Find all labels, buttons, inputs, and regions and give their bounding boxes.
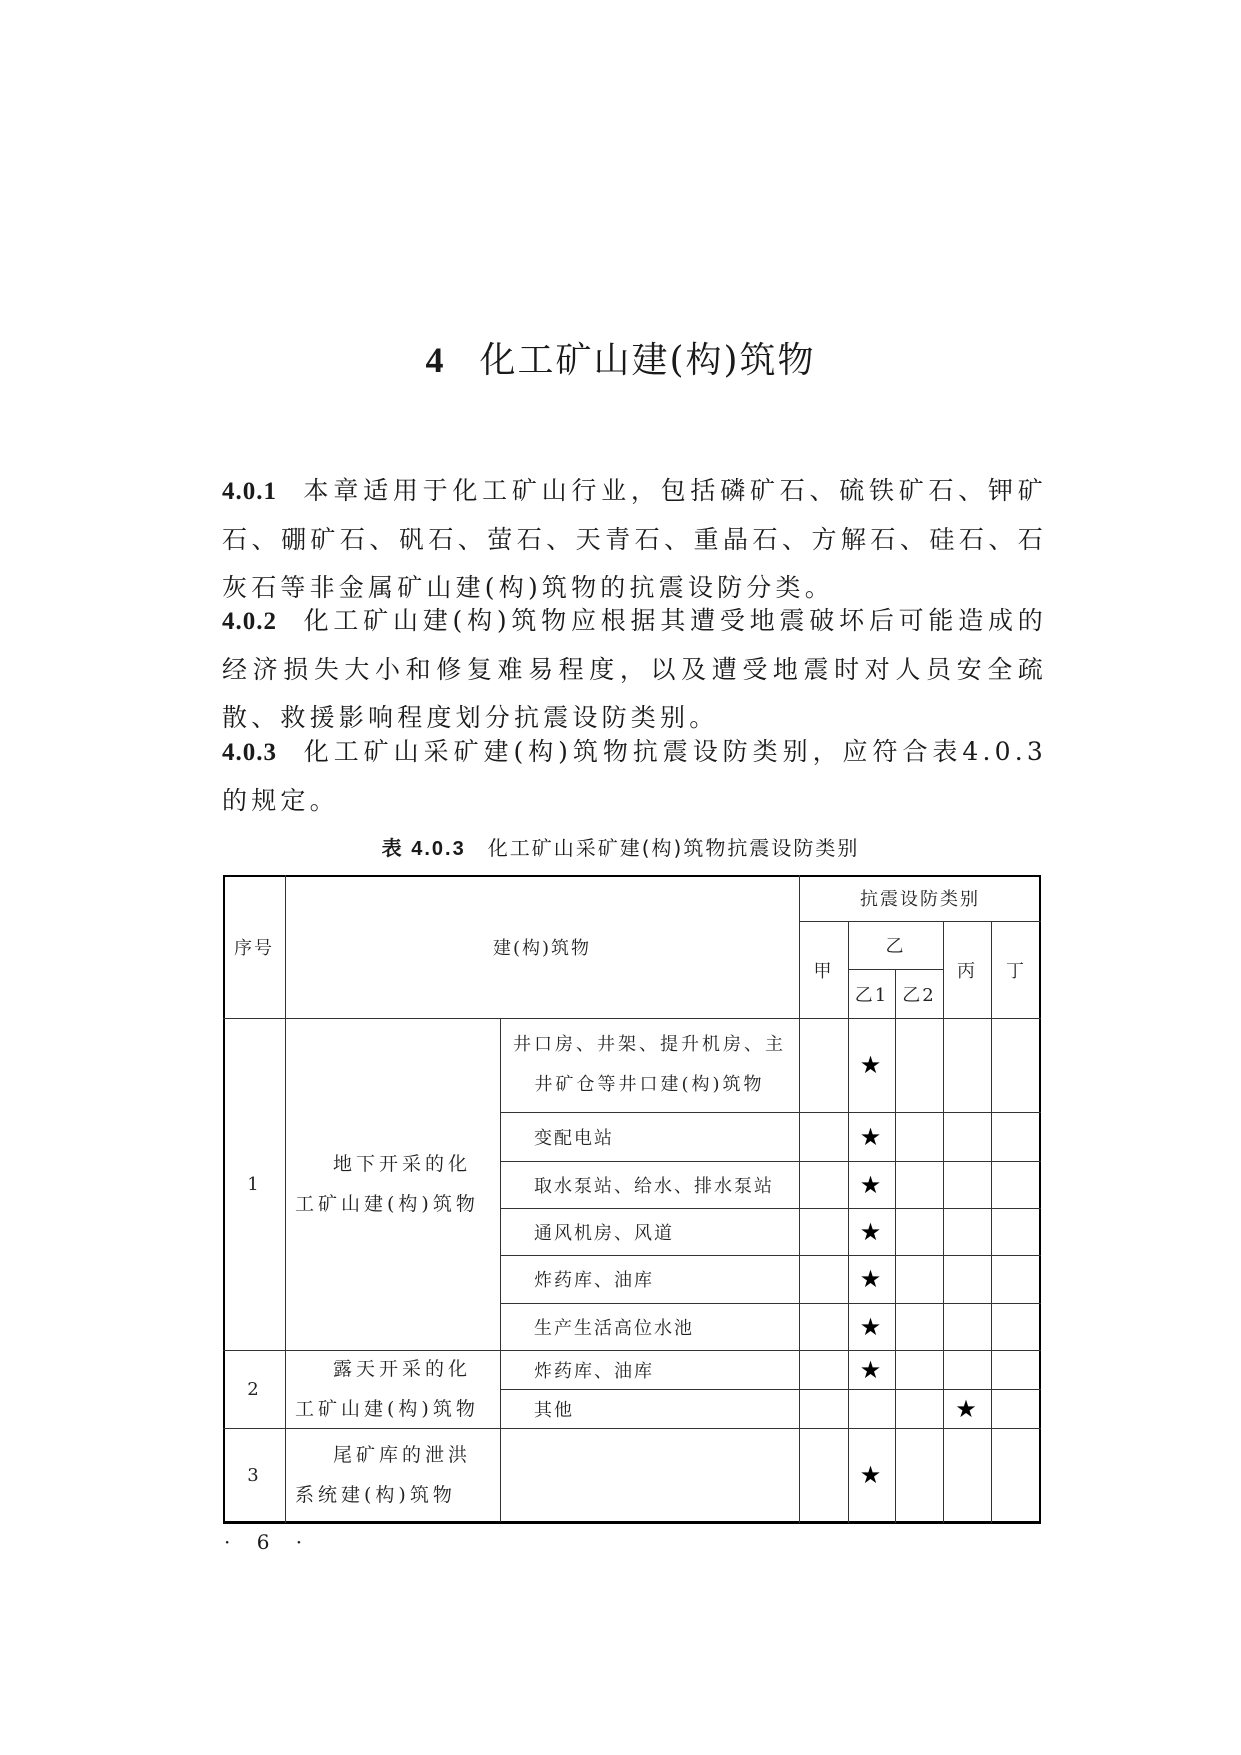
class-cell xyxy=(895,1389,943,1428)
row-seq: 1 xyxy=(247,1173,261,1195)
header-building: 建(构)筑物 xyxy=(492,937,592,959)
class-cell xyxy=(895,1428,943,1522)
clause-text: 化工矿山建(构)筑物应根据其遭受地震破坏后可能造成的经济损失大小和修复难易程度，以及遭受地震时对人员安全疏散、救援影响程度划分抗震设防类别。 xyxy=(222,606,1047,732)
class-cell xyxy=(799,1255,848,1303)
class-cell xyxy=(848,1112,895,1161)
class-cell xyxy=(943,1428,991,1522)
header-ding: 丁 xyxy=(1006,960,1026,982)
row-item-name xyxy=(500,1428,799,1522)
header-seq: 序号 xyxy=(234,937,274,959)
class-cell xyxy=(848,1208,895,1255)
clause-number: 4.0.3 xyxy=(222,739,277,766)
clause-number: 4.0.2 xyxy=(222,608,277,635)
class-cell xyxy=(799,1161,848,1208)
class-cell xyxy=(991,1255,1041,1303)
class-cell xyxy=(895,1303,943,1350)
star-mark-icon: ★ xyxy=(859,1265,884,1293)
class-cell xyxy=(799,1428,848,1522)
star-mark-icon: ★ xyxy=(859,1217,884,1246)
class-cell xyxy=(895,1018,943,1112)
class-cell xyxy=(848,1018,895,1112)
class-cell xyxy=(943,1161,991,1208)
class-cell xyxy=(943,1112,991,1161)
class-cell xyxy=(848,1428,895,1522)
class-cell xyxy=(943,1255,991,1303)
chapter-number: 4 xyxy=(425,340,446,380)
class-cell xyxy=(799,1350,848,1389)
clause-number: 4.0.1 xyxy=(222,478,277,505)
class-cell xyxy=(799,1208,848,1255)
table-rule xyxy=(799,921,1041,922)
class-cell xyxy=(943,1208,991,1255)
clause-text: 本章适用于化工矿山行业，包括磷矿石、硫铁矿石、钾矿石、硼矿石、矾石、萤石、天青石、重晶石、方解石、硅石、石灰石等非金属矿山建(构)筑物的抗震设防分类。 xyxy=(222,476,1047,602)
table-caption xyxy=(0,832,1241,861)
page-number: · 6 · xyxy=(224,1530,313,1554)
class-cell xyxy=(991,1208,1041,1255)
class-cell xyxy=(799,1389,848,1428)
row-item-name: 变配电站 xyxy=(534,1127,614,1149)
table-number: 表 4.0.3 xyxy=(381,838,466,860)
class-cell xyxy=(991,1018,1041,1112)
class-cell xyxy=(943,1350,991,1389)
class-cell xyxy=(848,1389,895,1428)
row-category: 露天开采的化工矿山建(构)筑物 xyxy=(295,1358,479,1420)
class-cell xyxy=(991,1112,1041,1161)
row-category: 地下开采的化工矿山建(构)筑物 xyxy=(295,1153,479,1215)
row-item-name: 生产生活高位水池 xyxy=(534,1317,694,1339)
class-cell xyxy=(895,1255,943,1303)
row-category: 尾矿库的泄洪系统建(构)筑物 xyxy=(295,1444,472,1506)
class-cell xyxy=(895,1161,943,1208)
class-cell xyxy=(943,1018,991,1112)
header-yi1: 乙1 xyxy=(854,984,889,1006)
class-cell xyxy=(799,1112,848,1161)
star-mark-icon: ★ xyxy=(955,1394,979,1423)
class-cell xyxy=(895,1350,943,1389)
row-item-name: 取水泵站、给水、排水泵站 xyxy=(534,1175,774,1197)
class-cell xyxy=(799,1018,848,1112)
star-mark-icon: ★ xyxy=(859,1461,884,1489)
class-cell xyxy=(991,1161,1041,1208)
class-cell xyxy=(848,1161,895,1208)
table-rule xyxy=(223,875,1041,877)
clause-4-0-2 xyxy=(222,597,1047,742)
header-yi: 乙 xyxy=(885,936,906,957)
class-cell xyxy=(943,1303,991,1350)
clause-4-0-1 xyxy=(222,467,1047,612)
class-cell xyxy=(991,1389,1041,1428)
class-cell xyxy=(848,1255,895,1303)
star-mark-icon: ★ xyxy=(859,1312,884,1341)
classification-table xyxy=(223,875,1041,1523)
row-seq: 2 xyxy=(247,1378,261,1400)
clause-4-0-3 xyxy=(222,728,1047,825)
table-title: 化工矿山采矿建(构)筑物抗震设防类别 xyxy=(487,836,860,860)
class-cell xyxy=(895,1112,943,1161)
class-cell xyxy=(991,1428,1041,1522)
star-mark-icon: ★ xyxy=(859,1051,884,1079)
class-cell xyxy=(848,1303,895,1350)
class-cell xyxy=(943,1389,991,1428)
chapter-title xyxy=(0,332,1241,383)
header-jia: 甲 xyxy=(813,960,834,982)
row-item-name: 炸药库、油库 xyxy=(534,1270,654,1291)
clause-text: 化工矿山采矿建(构)筑物抗震设防类别，应符合表4.0.3的规定。 xyxy=(222,737,1047,815)
class-cell xyxy=(799,1303,848,1350)
header-bing: 丙 xyxy=(957,960,977,982)
class-cell xyxy=(991,1303,1041,1350)
row-item-name: 其他 xyxy=(534,1399,574,1421)
row-item-name: 炸药库、油库 xyxy=(534,1360,654,1382)
header-category-group: 抗震设防类别 xyxy=(860,889,980,910)
row-item-name: 井口房、井架、提升机房、主井矿仓等井口建(构)筑物 xyxy=(513,1034,786,1095)
row-seq: 3 xyxy=(247,1464,261,1486)
class-cell xyxy=(895,1208,943,1255)
star-mark-icon: ★ xyxy=(859,1170,884,1199)
class-cell xyxy=(848,1350,895,1389)
row-item-name: 通风机房、风道 xyxy=(534,1222,674,1244)
chapter-name: 化工矿山建(构)筑物 xyxy=(479,340,816,381)
header-yi2: 乙2 xyxy=(902,984,936,1006)
class-cell xyxy=(991,1350,1041,1389)
star-mark-icon: ★ xyxy=(859,1355,884,1384)
star-mark-icon: ★ xyxy=(859,1122,884,1151)
